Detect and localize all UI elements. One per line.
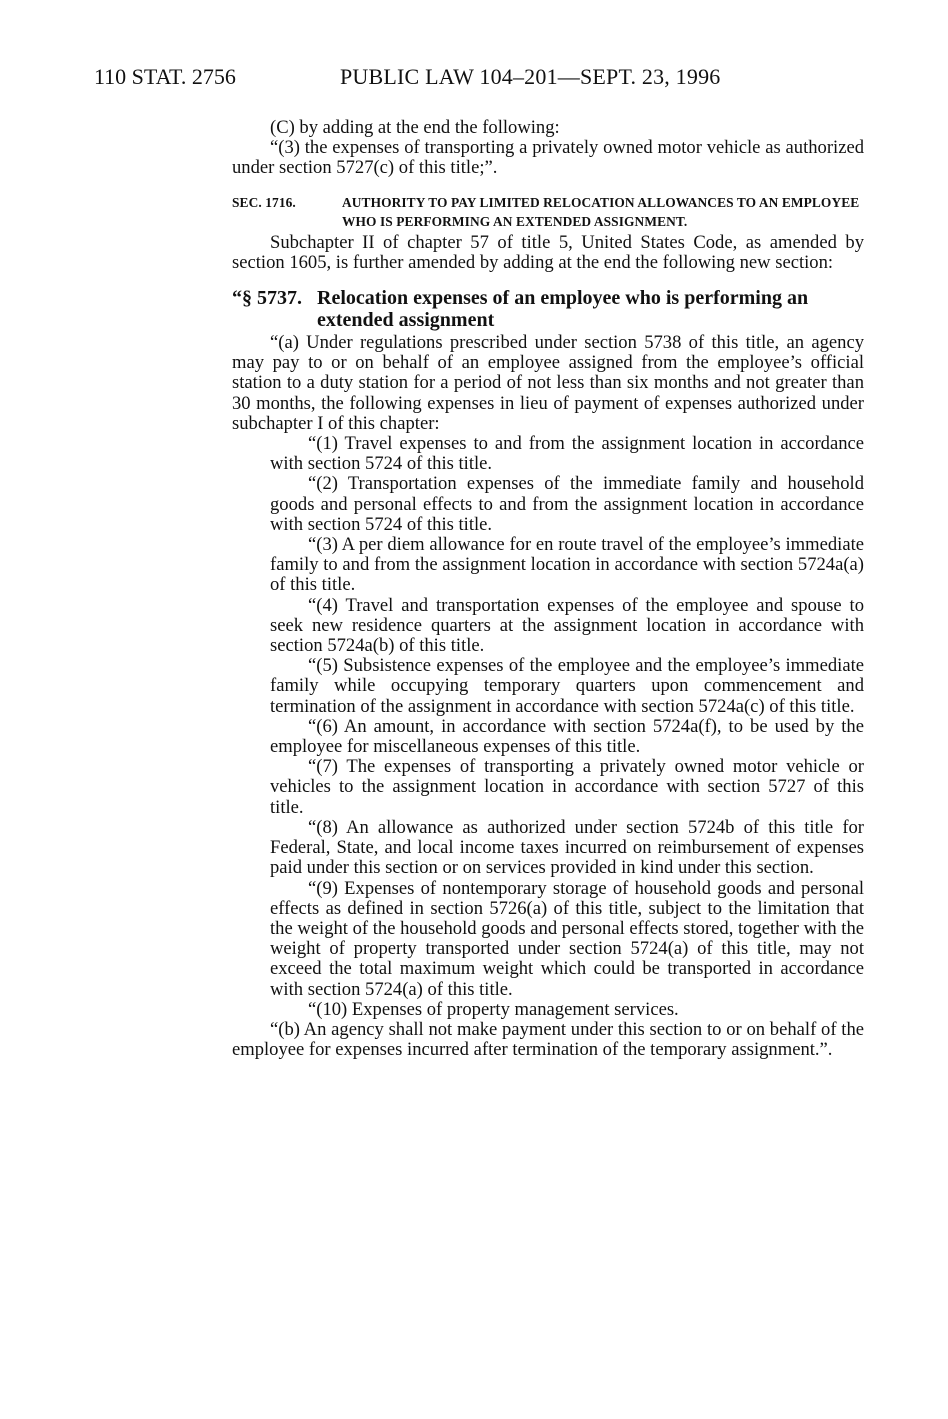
paragraph-5: “(5) Subsistence expenses of the employee and the employee’s immediate family while occupying temporary quarters upon commencement and termination of the assignment in accordance with section 5724a(c) of this title. [270,655,864,717]
stat-citation: 110 STAT. 2756 [94,64,236,89]
section-heading [232,193,864,231]
amendment-c-text: “(3) the expenses of transporting a privately owned motor vehicle as authorized under section 5727(c) of this title;”. [232,137,864,179]
paragraph-2: “(2) Transportation expenses of the immediate family and household goods and personal effects to and from the assignment location in accordance with section 5724 of this title. [270,473,864,535]
public-law-citation: PUBLIC LAW 104–201—SEPT. 23, 1996 [340,64,721,89]
subsection-b: “(b) An agency shall not make payment under this section to or on behalf of the employee for expenses incurred after termination of the temporary assignment.”. [232,1018,864,1061]
new-section-heading [232,287,864,331]
section-body: Subchapter II of chapter 57 of title 5, United States Code, as amended by section 1605, is further amended by adding at the end the following new section: [232,231,864,273]
new-section-number: “§ 5737. [232,287,302,310]
paragraph-10: “(10) Expenses of property management services. [308,998,679,1020]
new-section-title: Relocation expenses of an employee who is performing an extended assignment [317,287,809,332]
amendment-c-lead: (C) by adding at the end the following: [270,117,560,138]
section-number: SEC. 1716. [232,194,296,210]
document-body [232,118,864,1060]
paragraph-4: “(4) Travel and transportation expenses of the employee and spouse to seek new residence quarters at the assignment location in accordance with section 5724a(b) of this title. [270,594,864,657]
subsection-a: “(a) Under regulations prescribed under section 5738 of this title, an agency may pay to or on behalf of an employee assigned from the employee’s official station to a duty station for a period of not less than six months and not greater than 30 months, the following expenses in lieu of payment of expenses authorized under subchapter I of this chapter: [232,332,864,434]
paragraph-3: “(3) A per diem allowance for en route travel of the employee’s immediate family to and from the assignment location in accordance with section 5724a(a) of this title. [270,534,864,596]
section-title: AUTHORITY TO PAY LIMITED RELOCATION ALLOWANCES TO AN EMPLOYEE WHO IS PERFORMING AN EXTENDED ASSIGNMENT. [342,194,860,229]
paragraph-7: “(7) The expenses of transporting a privately owned motor vehicle or vehicles to the assignment location in accordance with section 5727 of this title. [270,756,864,818]
paragraph-8: “(8) An allowance as authorized under section 5724b of this title for Federal, State, and local income taxes incurred on reimbursement of expenses paid under this section or on services provided in kind under this section. [270,816,864,879]
paragraph-9: “(9) Expenses of nontemporary storage of household goods and personal effects as defined in section 5726(a) of this title, subject to the limitation that the weight of the household goods and personal effects stored, together with the weight of property transported under section 5724(a) of this title, may not exceed the total maximum weight which could be transported in accordance with section 5724(a) of this title. [270,877,864,1000]
paragraph-6: “(6) An amount, in accordance with section 5724a(f), to be used by the employee for miscellaneous expenses of this title. [270,715,864,758]
paragraph-1: “(1) Travel expenses to and from the assignment location in accordance with section 5724 of this title. [270,433,864,475]
